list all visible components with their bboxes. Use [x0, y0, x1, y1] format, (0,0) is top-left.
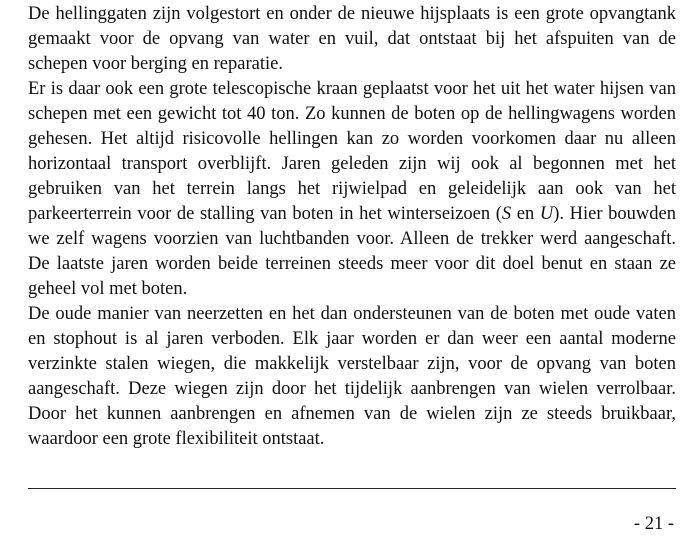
page-number: - 21 - — [633, 514, 674, 534]
paragraph-2-text-between: en — [511, 204, 540, 224]
paragraph-2-text-after: ). Hier bouwden we zelf wagens voorzien van luchtbanden voor. Alleen de trekker werd aangeschaft. De laatste jaren worden beide terreinen steeds meer voor dit doel benut en staan ze geheel vol met boten. — [28, 204, 676, 299]
term-u: U — [539, 204, 554, 224]
footer-divider — [28, 488, 676, 489]
document-body — [28, 2, 676, 452]
paragraph-3: De oude manier van neerzetten en het dan ondersteunen van de boten met oude vaten en stophout is al jaren verboden. Elk jaar worden er dan weer een aantal moderne verzinkte stalen wiegen, die makkelijk verstelbaar zijn, voor de opvang van boten aangeschaft. Deze wiegen zijn door het tijdelijk aanbrengen van wielen verrolbaar. Door het kunnen aanbrengen en afnemen van de wielen zijn ze steeds bruikbaar, waardoor een grote flexibiliteit ontstaat. — [28, 304, 676, 449]
paragraph-2 — [28, 77, 676, 302]
paragraph-1: De hellinggaten zijn volgestort en onder de nieuwe hijsplaats is een grote opvangtank gemaakt voor de opvang van water en vuil, dat ontstaat bij het afspuiten van de schepen voor berging en reparatie. — [28, 4, 676, 74]
term-s: S — [501, 204, 512, 224]
paragraph-2-text-before: Er is daar ook een grote telescopische kraan geplaatst voor het uit het water hijsen van schepen met een gewicht tot 40 ton. Zo kunnen de boten op de hellingwagens worden gehesen. Het altijd risicovolle hellingen kan zo worden voorkomen daar nu alleen horizontaal transport overblijft. Jaren geleden zijn wij ook al begonnen met het gebruiken van het terrein langs het rijwielpad en geleidelijk aan ook van het parkeerterrein voor de stalling van boten in het winterseizoen ( — [28, 79, 676, 224]
